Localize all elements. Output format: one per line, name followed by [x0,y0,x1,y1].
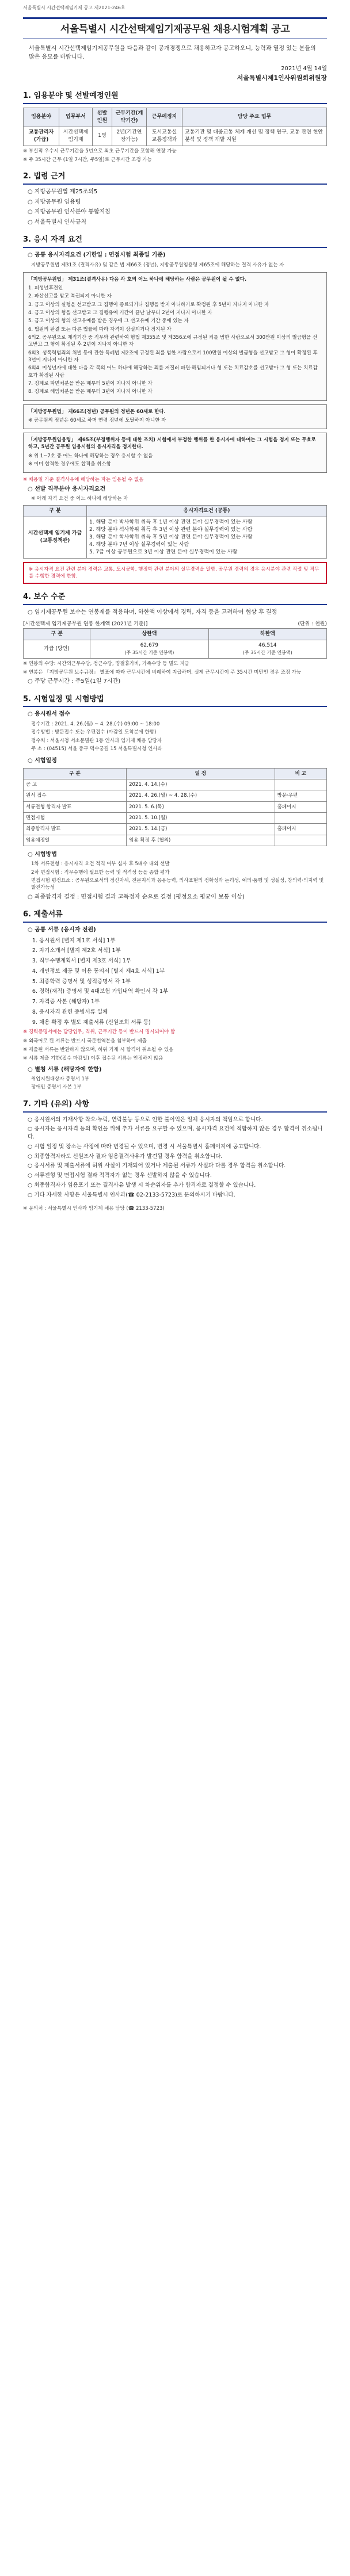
box-title: 「지방공무원법」 제66조(정년) 공무원의 정년은 60세로 한다. [28,408,166,415]
list-item: ○ 최종합격자라도 신원조사 결과 임용결격사유가 발견될 경우 합격을 취소합니다. [28,1153,327,1161]
extra-document: 취업지원대상자 증명서 1부 [31,1076,90,1083]
table-cell: 방문·우편 [275,790,326,801]
notice-date: 2021년 4월 14일 [281,66,327,72]
table-row [24,517,327,558]
list-item: ○ 지방공무원법 제25조의5 [28,188,327,197]
table-row [24,812,327,823]
page-title: 서울특별시 시간선택제임기제공무원 채용시험계획 공고 [23,17,327,40]
document-item: 8. 응시자격 관련 증빙서류 일체 [39,1008,327,1016]
note: ※ 서류 제출 기한(접수 마감일) 이후 접수된 서류는 인정하지 않음 [23,1056,163,1062]
document-item: 4. 개인정보 제공 및 이용 동의서 [별지 제4호 서식] 1부 [39,968,327,976]
table-cell [275,779,326,790]
notice-number: 서울특별시 시간선택제임기제 공고 제2021-246호 [23,5,125,10]
table-row [24,640,327,658]
list-item: ○ 시험일정 [28,757,327,766]
hours-lead [23,678,327,686]
table-cell: 2021. 4. 14.(수) [127,779,275,790]
list-item: ○ 응시원서의 기재사항 착오·누락, 연락불능 등으로 인한 불이익은 일체 응시자의 책임으로 합니다. [28,1116,327,1124]
document-item: 7. 자격증 사본 (해당자) 1부 [39,998,327,1006]
list-item: ○ 임기제공무원 보수는 연봉제를 적용하며, 하한액 이상에서 경력, 자격 등을 고려하여 협상 후 결정 [28,609,327,617]
box-line: 7. 징계로 파면처분을 받은 때부터 5년이 지나지 아니한 자 [28,380,153,387]
table-header-row [24,768,327,779]
list-item: ○ 최종합격자 결정 : 면접시험 결과 고득점자 순으로 결정 (평정요소 평균이 보통 이상) [28,893,327,902]
table-cell: 원서 접수 [24,790,127,801]
list-item: ○ 기타 자세한 사항은 서울특별시 인사과(☎ 02-2133-5723)로 문의하시기 바랍니다. [28,1191,327,1199]
application-line: 주 소 : (04515) 서울 중구 덕수궁길 15 서울특별시청 인사과 [31,746,162,752]
note: ※ 채용일 기준 결격사유에 해당하는 자는 임용될 수 없음 [23,477,144,483]
application-lead [23,710,327,719]
table-cell: 2021. 4. 26.(월) ~ 4. 28.(수) [127,790,275,801]
table-cell: 가급 (당연) [24,640,90,658]
retirement-box [23,404,327,430]
table-cell: 교통기관 및 대중교통 체계 개선 및 정책 연구, 교통 관련 현안 분석 및 정책 개발 지원 [182,127,327,146]
note: ※ 연봉외 수당: 시간외근무수당, 정근수당, 명절휴가비, 가족수당 등 별도 지급 [23,660,189,667]
col-header: 구 분 [24,768,127,779]
col-header: 근무예정지 [147,108,182,127]
col-header: 임용분야 [24,108,59,127]
pay-unit: (단위 : 천원) [298,621,327,627]
table-cell: 서류전형 합격자 발표 [24,801,127,812]
table-row [24,824,327,835]
list-item: ○ 응시자는 응시자격 등의 확인을 위해 추가 서류를 요구할 수 있으며, 응시자격 요건에 적합하지 않은 경우 합격이 취소됩니다. [28,1125,327,1141]
qualification-lead [23,251,327,260]
table-cell: 시간선택제임기제 [59,127,93,146]
table-cell: 공 고 [24,779,127,790]
table-cell: 홈페이지 [275,801,326,812]
document-item: 9. 채용 확정 후 별도 제출서류 (신원조회 서류 등) [39,1019,327,1027]
col-header: 업무부서 [59,108,93,127]
document-item: 6. 경력(재직) 증명서 및 4대보험 가입내역 확인서 각 1부 [39,988,327,996]
application-line: 접수방법 : 방문접수 또는 우편접수 (마감일 도착분에 한함) [31,729,157,736]
table-cell [275,812,326,823]
disqualification-box [23,272,327,401]
intro-text: 서울특별시 시간선택제임기제공무원을 다음과 같이 공개경쟁으로 채용하고자 공고하오니, 능력과 열정 있는 분들의 많은 응모를 바랍니다. [29,45,316,60]
list-item: ○ 주당 근무시간 : 주5일(1일 7시간) [28,678,327,686]
box-line: 6의4. 미성년자에 대한 다음 각 목의 어느 하나에 해당하는 죄를 저질러 파면·해임되거나 형 또는 치료감호를 선고받아 그 형 또는 치료감호가 확정된 사람 [28,365,318,379]
law-list [23,188,327,227]
list-item: ○ 서울특별시 인사규칙 [28,219,327,227]
table-cell: 2021. 5. 6.(목) [127,801,275,812]
box-line: ※ 공무원의 정년은 60세로 하며 연령 정년에 도달하지 아니한 자 [28,417,166,423]
requirement-line: 1. 해당 분야 박사학위 취득 후 1년 이상 관련 분야 실무경력이 있는 사람 [89,519,253,525]
note: ※ 경력증명서에는 담당업무, 직위, 근무기간 등이 반드시 명시되어야 함 [23,1029,176,1035]
positions-table [23,108,327,146]
pay-caption: [시간선택제 임기제공무원 연봉 한계액 (2021년 기준)] [23,621,148,627]
list-item: ○ 시험 일정 및 장소는 사정에 따라 변경될 수 있으며, 변경 시 서울특별시 홈페이지에 공고합니다. [28,1143,327,1151]
misconduct-box [23,433,327,473]
lead-detail: 지방공무원법 제31조 (결격사유) 및 같은 법 제66조 (정년), 지방공무원임용령 제65조에 해당하는 결격 사유가 없는 자 [31,262,284,268]
box-line: 6의2. 공무원으로 재직기간 중 직무와 관련하여 형법 제355조 및 제356조에 규정된 죄를 범한 사람으로서 300만원 이상의 벌금형을 선고받고 그 형이 확정된 후 2년이 지나지 아니한 자 [28,335,318,348]
col-header: 응시자격요건 (공통) [87,505,327,517]
box-title: 「지방공무원임용령」 제65조(부정행위자 등에 대한 조치) 시험에서 부정한 행위를 한 응시자에 대하여는 그 시험을 정지 또는 무효로 하고, 5년간 공무원 임용시험의 응시자격을 정지한다. [28,437,316,450]
col-header: 하한액 [208,628,326,640]
requirement-lead [23,486,327,494]
application-line: 접수기간 : 2021. 4. 26.(월) ~ 4. 28.(수) 09:00 ~ 18:00 [31,721,160,727]
notice-list [23,1116,327,1199]
table-cell: 2021. 5. 10.(월) [127,812,275,823]
list-item: ○ 선발 직무분야 응시자격요건 [28,486,327,494]
table-cell: 1명 [93,127,112,146]
table-cell: 임용 확정 후 (협의) [127,835,275,846]
box-line: ※ 이미 합격한 경우에도 합격을 취소함 [28,461,111,468]
table-cell [90,640,208,658]
table-cell: 도시교통실 교통정책과 [147,127,182,146]
table-cell [87,517,327,558]
table-cell: 임용예정일 [24,835,127,846]
pay-caption-row [23,621,327,628]
col-header: 일 정 [127,768,275,779]
method-lead [23,851,327,859]
application-line: 접수처 : 서울시청 서소문별관 1동 인사과 임기제 채용 담당자 [31,737,162,744]
table-header-row [24,108,327,127]
table-row [24,790,327,801]
table-cell: 홈페이지 [275,824,326,835]
section-1-heading: 1. 임용분야 및 선발예정인원 [23,91,327,104]
list-item: ○ 공통 서류 (응시자 전원) [28,926,327,935]
document-item: 3. 직무수행계획서 [별지 제3호 서식] 1부 [39,957,327,965]
col-header: 근무기간(계약기간) [112,108,147,127]
list-item: ○ 응시서류 및 제출서류에 허위 사실이 기재되어 있거나 제출된 서류가 사실과 다를 경우 합격을 취소합니다. [28,1162,327,1170]
box-line: 1. 피성년후견인 [28,285,63,292]
table-cell: 교통관리자(가급) [24,127,59,146]
box-line: 6의3. 성폭력범죄의 처벌 등에 관한 특례법 제2조에 규정된 죄를 범한 사람으로서 100만원 이상의 벌금형을 선고받고 그 형이 확정된 후 3년이 지나지 아니한 자 [28,350,318,363]
issuer: 서울특별시제1인사위원회위원장 [237,74,327,82]
table-row [24,779,327,790]
requirement-line: 3. 해당 분야 학사학위 취득 후 5년 이상 관련 분야 실무경력이 있는 사람 [89,534,253,540]
section-6-heading: 6. 제출서류 [23,909,327,923]
requirement-line: 5. 7급 이상 공무원으로 3년 이상 관련 분야 실무경력이 있는 사람 [89,549,238,555]
box-title: 「지방공무원법」 제31조(결격사유) 다음 각 호의 어느 하나에 해당하는 사람은 공무원이 될 수 없다. [28,276,247,282]
documents-lead [23,926,327,935]
requirement-note: ※ 아래 자격 요건 중 어느 하나에 해당하는 자 [31,496,128,502]
section-3-heading: 3. 응시 자격 요건 [23,235,327,248]
table-row [24,835,327,846]
col-header: 상한액 [90,628,208,640]
method-line: 면접시험 평정요소 : 공무원으로서의 정신자세, 전문지식과 응용능력, 의사표현의 정확성과 논리성, 예의·품행 및 성실성, 창의력·의지력 및 발전가능성 [31,878,324,891]
table-cell [275,835,326,846]
list-item: ○ 최종합격자가 임용포기 또는 결격사유 발생 시 차순위자를 추가 합격자로 결정할 수 있습니다. [28,1182,327,1190]
document-item: 5. 최종학력 증명서 및 성적증명서 각 1부 [39,978,327,986]
list-item: ○ 지방공무원 인사분야 통합지침 [28,208,327,217]
table-cell: 면접시험 [24,812,127,823]
col-header: 구 분 [24,628,90,640]
note: ※ 주 35시간 근무 (1일 7시간, 주5일)로 근무시간 조정 가능 [23,157,152,163]
list-item: ○ 시험방법 [28,851,327,859]
documents-list [23,937,327,1027]
schedule-table [23,768,327,846]
box-line: 6. 법원의 판결 또는 다른 법률에 따라 자격이 상실되거나 정지된 자 [28,326,172,332]
schedule-lead [23,757,327,766]
box-line: ※ 위 1~7호 중 어느 하나에 해당하는 경우 응시할 수 없음 [28,453,153,459]
method-line: 2차 면접시험 : 직무수행에 필요한 능력 및 적격성 등을 종합 평가 [31,869,170,876]
list-item: ○ 별첨 서류 (해당자에 한함) [28,1066,327,1075]
method-line: 1차 서류전형 : 응시자격 요건 적격 여부 심사 후 5배수 내외 선발 [31,861,170,867]
section-7-heading: 7. 기타 (유의) 사항 [23,1099,327,1113]
col-header: 비 고 [275,768,326,779]
table-cell: 2년(기간연장가능) [112,127,147,146]
list-item: ○ 서류전형 및 면접시험 결과 적격자가 없는 경우 선발하지 않을 수 있습니다. [28,1172,327,1180]
pay-table [23,628,327,659]
requirements-table [23,505,327,559]
table-cell [208,640,326,658]
document-item: 1. 응시원서 [별지 제1호 서식] 1부 [39,937,327,945]
section-2-heading: 2. 법령 근거 [23,171,327,185]
table-row [24,127,327,146]
document-item: 2. 자기소개서 [별지 제2호 서식] 1부 [39,947,327,955]
cell-value: 62,679 [140,642,159,648]
note: ※ 연봉은 「지방공무원 보수규정」 별표에 따라 근무시간에 비례하여 지급하며, 실제 근무시간이 주 35시간 미만인 경우 조정 가능 [23,669,302,675]
list-item: ○ 지방공무원 임용령 [28,198,327,207]
cell-value: 46,514 [258,642,277,648]
table-cell: 2021. 5. 14.(금) [127,824,275,835]
list-item: ○ 응시원서 접수 [28,710,327,719]
box-line: 5. 금고 이상의 형의 선고유예를 받은 경우에 그 선고유예 기간 중에 있는 자 [28,318,189,324]
contact-line: ※ 문의처 : 서울특별시 인사과 임기제 채용 담당 (☎ 2133-5723) [23,1205,165,1211]
box-line: 3. 금고 이상의 실형을 선고받고 그 집행이 종료되거나 집행을 받지 아니하기로 확정된 후 5년이 지나지 아니한 자 [28,301,269,308]
note: ※ 부실적 우수시 근무기간을 5년으로 최초 근무기간을 포함해 연장 가능 [23,148,177,154]
table-row [24,801,327,812]
note: ※ 외국어로 된 서류는 반드시 국문번역본을 첨부하여 제출 [23,1038,147,1044]
table-header-row [24,505,327,517]
table-cell: 시간선택제 임기제 가급 (교통정책관) [24,517,87,558]
table-cell: 최종합격자 발표 [24,824,127,835]
requirement-line: 2. 해당 분야 석사학위 취득 후 3년 이상 관련 분야 실무경력이 있는 사람 [89,526,253,533]
note: ※ 제출된 서류는 반환하지 않으며, 허위 기재 시 합격이 취소될 수 있음 [23,1047,174,1053]
col-header: 선발인원 [93,108,112,127]
extra-document: 장애인 증명서 사본 1부 [31,1084,82,1091]
col-header: 담당 주요 업무 [182,108,327,127]
extra-documents-lead [23,1066,327,1075]
experience-note-box: ※ 응시자격 요건 관련 분야 경력은 교통, 도시공학, 행정학 관련 분야의 실무경력을 말함. 공무원 경력의 경우 응시분야 관련 직렬 및 직무를 수행한 경력에 한함. [23,562,327,584]
section-5-heading: 5. 시험일정 및 시험방법 [23,694,327,708]
pay-lead [23,609,327,617]
section-4-heading: 4. 보수 수준 [23,592,327,605]
result-lead [23,893,327,902]
list-item: ○ 공통 응시자격요건 (기한일 : 면접시험 최종일 기준) [28,251,327,260]
box-line: 4. 금고 이상의 형을 선고받고 그 집행유예 기간이 끝난 날부터 2년이 지나지 아니한 자 [28,310,212,316]
box-line: 8. 징계로 해임처분을 받은 때부터 3년이 지나지 아니한 자 [28,389,153,395]
col-header: 구 분 [24,505,87,517]
box-line: 2. 파산선고를 받고 복권되지 아니한 자 [28,293,112,300]
cell-note: (주 35시간 기준 연봉액) [124,649,174,655]
cell-note: (주 35시간 기준 연봉액) [242,649,292,655]
requirement-line: 4. 해당 분야 7년 이상 실무경력이 있는 사람 [89,541,189,548]
table-header-row [24,628,327,640]
